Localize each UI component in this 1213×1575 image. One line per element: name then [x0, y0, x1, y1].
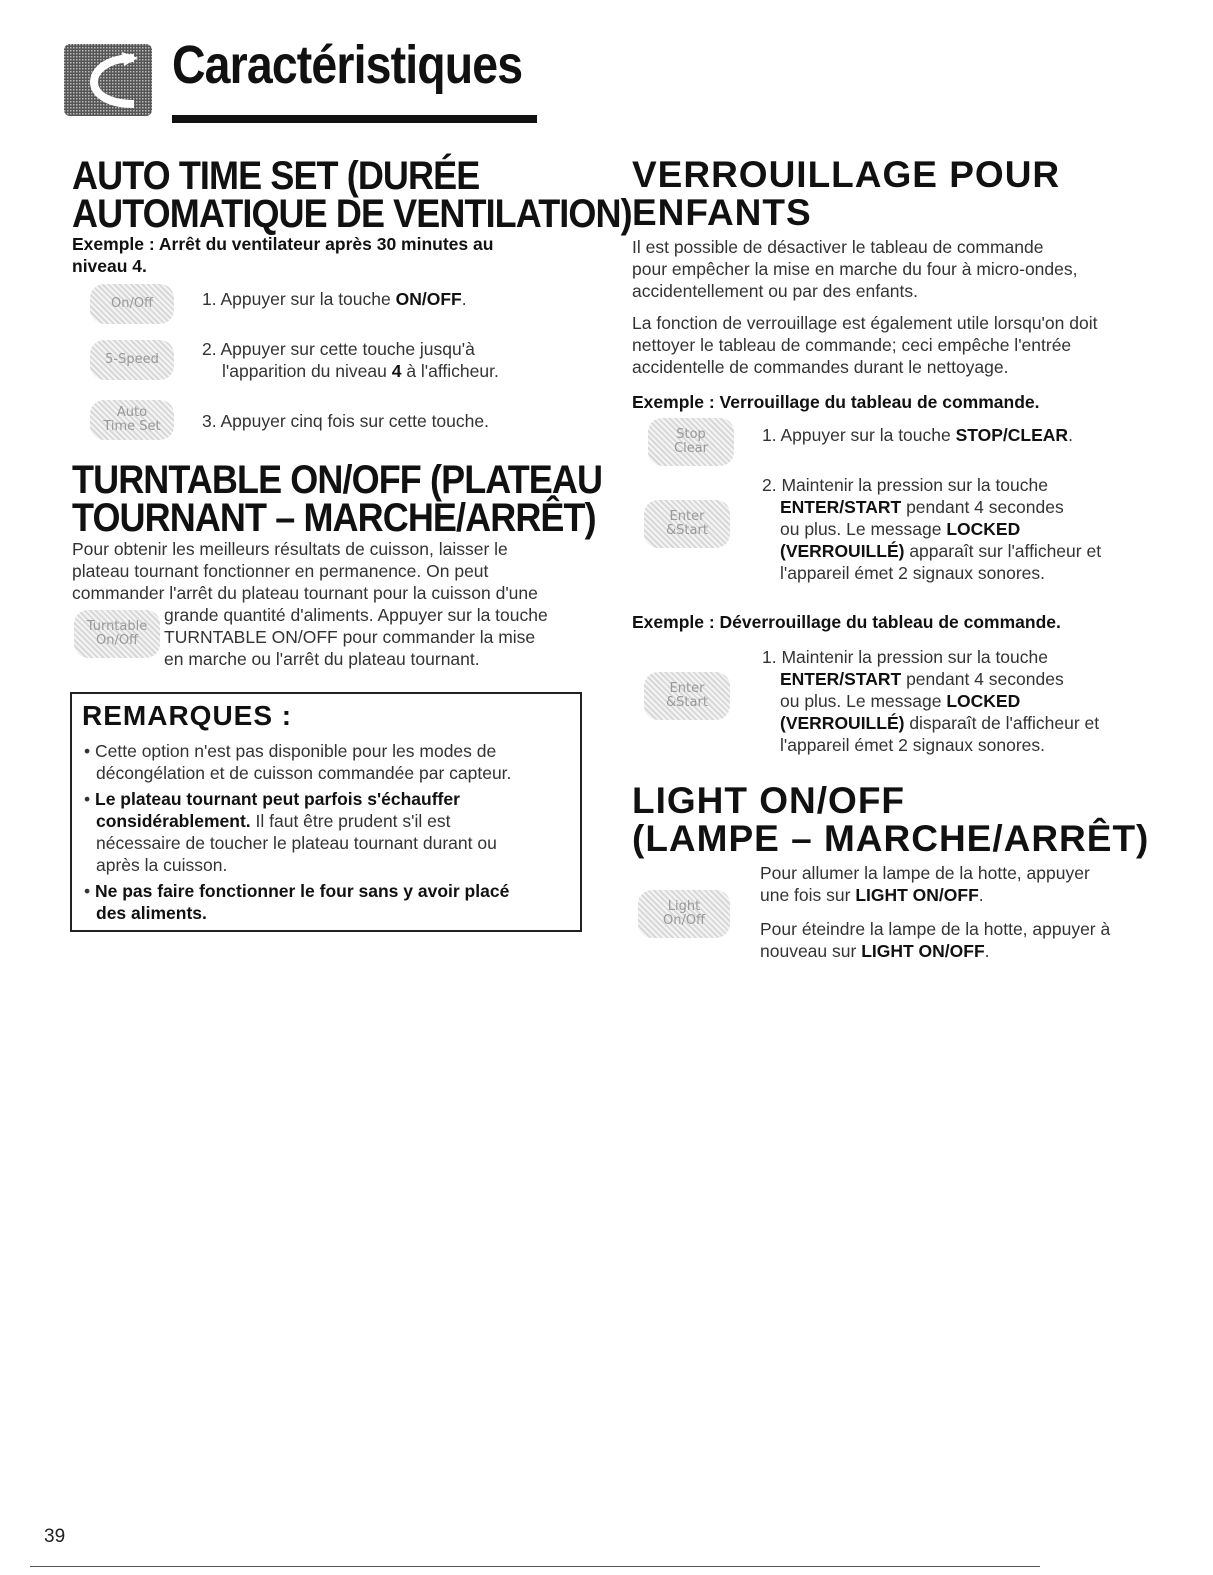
- stop-clear-key-icon: Stop Clear: [648, 418, 734, 466]
- turntable-key-icon: Turntable On/Off: [74, 610, 160, 658]
- light-p2-line1: Pour éteindre la lampe de la hotte, appuyer à: [760, 919, 1111, 939]
- enter-start-key-icon-2: Enter &Start: [644, 672, 730, 720]
- title-underline: [172, 115, 537, 123]
- lock-step2-line2: ENTER/START pendant 4 secondes: [780, 497, 1064, 517]
- light-heading-line1: LIGHT ON/OFF: [632, 780, 906, 821]
- page-number: 39: [44, 1526, 66, 1547]
- lock-step2-line3: ou plus. Le message LOCKED: [780, 519, 1021, 539]
- auto-time-example-line1: Exemple : Arrêt du ventilateur après 30 minutes au: [72, 234, 494, 254]
- light-p2-line2: nouveau sur LIGHT ON/OFF.: [760, 941, 990, 961]
- remarques-title: REMARQUES :: [82, 700, 293, 731]
- remarque-bullet-3: • Ne pas faire fonctionner le four sans y avoir placé des aliments.: [84, 881, 510, 923]
- turntable-heading-line1: TURNTABLE ON/OFF (PLATEAU: [72, 458, 603, 502]
- lock-p2-line2: nettoyer le tableau de commande; ceci empêche l'entrée: [632, 335, 1072, 355]
- auto-time-heading-line1: AUTO TIME SET (DURÉE: [72, 154, 480, 198]
- auto-time-example-line2: niveau 4.: [72, 256, 147, 276]
- light-p1-line1: Pour allumer la lampe de la hotte, appuyer: [760, 863, 1090, 883]
- lock-p2-line3: accidentelle de commandes durant le nettoyage.: [632, 357, 1009, 377]
- auto-time-step3: 3. Appuyer cinq fois sur cette touche.: [202, 411, 489, 431]
- light-key-icon: Light On/Off: [638, 890, 730, 938]
- page-title: Caractéristiques: [172, 35, 523, 95]
- lock-p2-line1: La fonction de verrouillage est également utile lorsqu'on doit: [632, 313, 1098, 333]
- turntable-text-line5: TURNTABLE ON/OFF pour commander la mise: [164, 627, 536, 647]
- unlock-step1-line2: ENTER/START pendant 4 secondes: [780, 669, 1064, 689]
- lock-p1-line2: pour empêcher la mise en marche du four à micro-ondes,: [632, 259, 1078, 279]
- auto-time-heading-line2: AUTOMATIQUE DE VENTILATION): [72, 192, 632, 236]
- light-p1-line2: une fois sur LIGHT ON/OFF.: [760, 885, 984, 905]
- turntable-text-line6: en marche ou l'arrêt du plateau tournant.: [164, 649, 480, 669]
- unlock-example-title: Exemple : Déverrouillage du tableau de commande.: [632, 612, 1061, 632]
- lock-p1-line3: accidentellement ou par des enfants.: [632, 281, 919, 301]
- auto-time-set-key-icon: Auto Time Set: [90, 400, 174, 440]
- on-off-key-icon: On/Off: [90, 284, 174, 324]
- bottom-rule: [30, 1566, 1040, 1567]
- unlock-step1-line4: (VERROUILLÉ) disparaît de l'afficheur et: [780, 713, 1100, 733]
- turntable-text-line4: grande quantité d'aliments. Appuyer sur la touche: [164, 605, 548, 625]
- turntable-text-line3: commander l'arrêt du plateau tournant pour la cuisson d'une: [72, 583, 538, 603]
- turntable-text-line1: Pour obtenir les meilleurs résultats de cuisson, laisser le: [72, 539, 508, 559]
- remarque-bullet-2: • Le plateau tournant peut parfois s'échauffer considérablement. Il faut être prudent s'il est nécessaire de toucher le plateau tournant durant ou après la cuisson.: [84, 789, 497, 875]
- turntable-heading-line2: TOURNANT – MARCHE/ARRÊT): [72, 496, 596, 540]
- unlock-step1-line1: 1. Maintenir la pression sur la touche: [762, 647, 1048, 667]
- light-heading-line2: (LAMPE – MARCHE/ARRÊT): [632, 818, 1150, 859]
- auto-time-step2-line1: 2. Appuyer sur cette touche jusqu'à: [202, 339, 475, 359]
- unlock-step1-line3: ou plus. Le message LOCKED: [780, 691, 1021, 711]
- remarque-bullet-1: • Cette option n'est pas disponible pour les modes de décongélation et de cuisson commandée par capteur.: [84, 741, 512, 783]
- auto-time-step1: 1. Appuyer sur la touche ON/OFF.: [202, 289, 467, 309]
- turntable-text-line2: plateau tournant fonctionner en permanence. On peut: [72, 561, 489, 581]
- lock-step2-line1: 2. Maintenir la pression sur la touche: [762, 475, 1048, 495]
- unlock-step1-line5: l'appareil émet 2 signaux sonores.: [780, 735, 1046, 755]
- hood-logo-icon: [64, 44, 152, 116]
- lock-heading-line2: ENFANTS: [632, 192, 812, 233]
- five-speed-key-icon: 5-Speed: [90, 340, 174, 380]
- auto-time-step2-line2: l'apparition du niveau 4 à l'afficheur.: [222, 361, 499, 381]
- enter-start-key-icon: Enter &Start: [644, 500, 730, 548]
- lock-step2-line5: l'appareil émet 2 signaux sonores.: [780, 563, 1046, 583]
- lock-p1-line1: Il est possible de désactiver le tableau de commande: [632, 237, 1044, 257]
- lock-heading-line1: VERROUILLAGE POUR: [632, 154, 1061, 195]
- lock-step2-line4: (VERROUILLÉ) apparaît sur l'afficheur et: [780, 541, 1102, 561]
- lock-step1: 1. Appuyer sur la touche STOP/CLEAR.: [762, 425, 1073, 445]
- lock-example-title: Exemple : Verrouillage du tableau de commande.: [632, 392, 1040, 412]
